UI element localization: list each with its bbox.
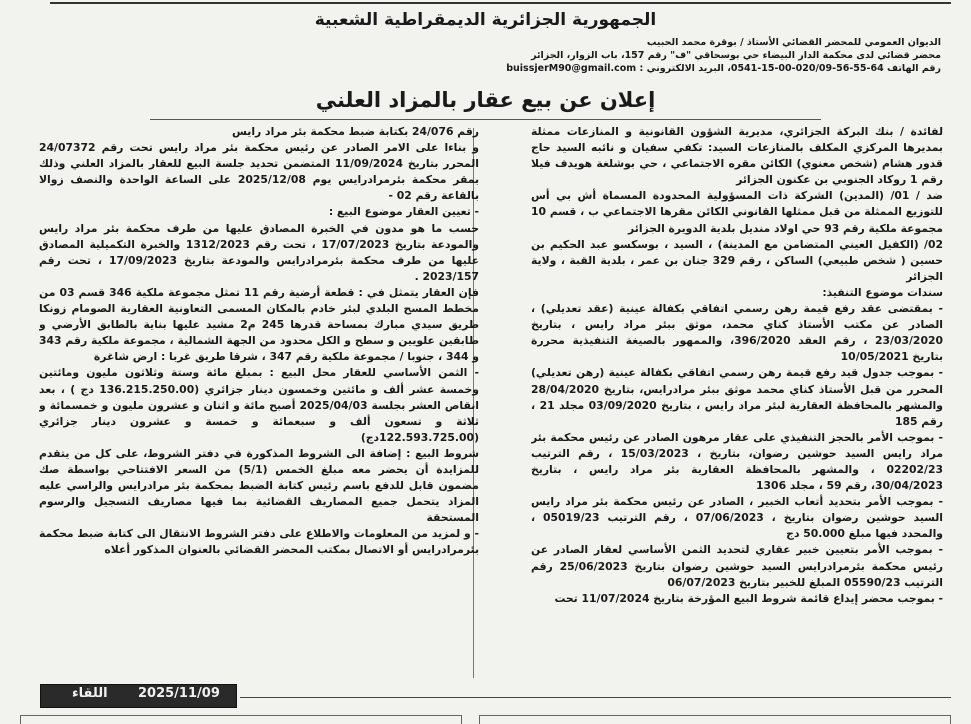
paragraph: حسب ما هو مدون في الخبرة المصادق عليها من طرف محكمة بئر مراد رايس والمودعة بتاريخ 17/07/2023 ، تحت رقم 1312/2023 والخبرة التكميلية المصادق عليها من طرف محكمة بئرمرادرايس والمودعة بتاريخ 17/09/2023 ، تحت رقم 2023/157 . xyxy=(39,221,479,283)
contact-email: buissjerM90@gmail.com xyxy=(506,63,637,74)
notice-header xyxy=(30,10,941,75)
paragraph: ضد / 01/ (المدين) الشركة ذات المسؤولية المحدودة المسماة أش بي أس للتوزيع الممثلة من قبل ممثلها القانوني الكائن مقرها الاجتماعي ب ، قسم 10 مجموعة ملكية رقم 93 حي اولاد منديل بلدية الدويرة الجزائر xyxy=(531,189,943,235)
title-underline xyxy=(150,119,821,120)
paragraph: لفائدة / بنك البركة الجزائري، مديرية الشؤون القانونية و المنازعات ممثلة بمديرها المركزي المكلف بالمنازعات السيد: تكفي سفيان و نائبه السيد حاج قدور هشام (شخص معنوي) الكائن مقره الاجتماعي ، حي بوشلغة هويدف فيلا رقم 1 روكاد الجنوبي بن عكنون الجزائر xyxy=(531,125,943,187)
section-heading: سندات موضوع التنفيذ: xyxy=(822,285,943,299)
top-rule xyxy=(50,2,951,4)
footer-rule xyxy=(240,697,951,698)
paragraph: - بموجب جدول قيد رفع قيمة رهن رسمي اتفاقي بكفالة عينية (رهن تعديلي) المحرر من قبل الأستاذ كناي محمد موثق ببئر مرادرايس، بتاريخ 28/04/2020 والمشهر بالمحافظة العقارية لبئر مراد رايس ، بتاريخ 03/09/2020 مجلد 21 ، رقم 185 xyxy=(531,366,943,428)
footer-date: 2025/11/09 xyxy=(138,686,220,701)
bailiff-office-line: الديوان العمومي للمحضر القضائي الأستاذ / بوقرة محمد الحبيب xyxy=(646,37,941,48)
paragraph: و بناءا على الامر الصادر عن رئيس محكمة بئر مراد رايس تحت رقم 24/07372 المحرر بتاريخ 11/09/2024 المتضمن تحديد جلسة البيع للعقار بالمزاد العلني وذلك بمقر محكمة بئرمرادرايس يوم 2025/12/08 على الساعة الواحدة والنصف زوالا بالقاعة رقم 02 - xyxy=(39,141,479,203)
paragraph: - بموجب الأمر بتحديد أتعاب الخبير ، الصادر عن رئيس محكمة بئر مراد رايس السيد حوشين رضوان بتاريخ ، 07/06/2023 ، رقم الترتيب 05019/23 ، والمحدد فيها مبلغ 50.000 دج xyxy=(531,495,943,541)
paragraph: شروط البيع : إضافة الى الشروط المذكورة في دفتر الشروط، على كل من يتقدم للمزايدة أن يحضر معه مبلغ الخمس (5/1) من السعر الافتتاحي بواسطة صك مضمون قابل للدفع باسم رئيس كتابة الضبط بمحكمة بئر مرادرايس والراسي عليه المزاد يتحمل جميع المصاريف القضائية بما فيها مصاريف التسجيل والرسوم المستحقة xyxy=(39,446,479,525)
newspaper-name: اللقاء xyxy=(72,686,108,701)
contact-phone: رقم الهاتف 64-55-56-020/09-00-15-0541، البريد الالكتروني : xyxy=(636,63,941,74)
republic-heading: الجمهورية الجزائرية الديمقراطية الشعبية xyxy=(314,10,657,30)
notice-title: إعلان عن بيع عقار بالمزاد العلني xyxy=(315,88,656,112)
right-column xyxy=(531,124,943,682)
bailiff-address-line: محضر قضائي لدى محكمة الدار البيضاء حي بوسحاقي "ف" رقم 157، باب الزوار، الجزائر xyxy=(531,50,941,61)
paragraph: - بمقتضى عقد رفع قيمة رهن رسمي اتفاقي بكفالة عينية (عقد تعديلي) ، الصادر عن مكتب الأستاذ كناي محمد، موثق ببئر مراد رايس ، بتاريخ 23/03/2020 ، رقم العقد 396/2020، والممهور بالصيغة التنفيذية محررة بتاريخ 10/05/2021 xyxy=(531,302,943,364)
left-column xyxy=(39,124,479,682)
section-heading: - تعيين العقار موضوع البيع : xyxy=(328,205,479,219)
paragraph: رقم 24/076 بكتابة ضبط محكمة بئر مراد رايس xyxy=(232,125,479,138)
bailiff-contact-line xyxy=(30,62,941,75)
paragraph: - و لمزيد من المعلومات والاطلاع على دفتر الشروط الانتقال الى كتابة ضبط محكمة بئرمرادرايس أو الاتصال بمكتب المحضر القضائي بالعنوان المذكور أعلاه xyxy=(39,527,479,557)
paragraph: - بموجب الأمر بتعيين خبير عقاري لتحديد الثمن الأساسي لعقار الصادر عن رئيس محكمة بئرمرادرايس السيد حوشين رضوان بتاريخ 25/06/2023 رقم الترتيب 05590/23 المبلغ للخبير بتاريخ 06/07/2023 xyxy=(531,543,943,589)
paragraph: - بموجب محضر إيداع قائمة شروط البيع المؤرخة بتاريخ 11/07/2024 تحت xyxy=(554,591,943,605)
paragraph: - الثمن الأساسي للعقار محل البيع : بمبلغ مائة وستة وثلاثون مليون ومائتين وخمسة عشر ألف و مائتين وخمسون دينار جزائري (136.215.250.00 دج ) ، بعد انقاص العشر بجلسة 2025/04/03 أصبح مائة و اثنان و عشرون مليون و خمسمائة و ثلاثة و تسعون ألف و سبعمائة و خمسة و عشرون دينار جزائري (122.593.725.00دج) xyxy=(39,366,479,444)
paragraph: فإن العقار يتمثل في : قطعة أرضية رقم 11 تمثل مجموعة ملكية 346 قسم 03 من مخطط المسح البلدي لبئر خادم بالمكان المسمى التعاونية العقارية الصومام زونكا طريق سيدي مبارك بمساحة قدرها 245 م2 مشيد عليها بناية بالطابق الأرضي و طابقين علويين و سطح و الكل محدود من الجهة الشمالية ، مجموعة ملكية رقم 343 و 344 ، جنوبا / مجموعة ملكية رقم 347 ، شرقا طريق غربا : ارض شاغرة xyxy=(39,285,479,364)
paragraph: 02/ (الكفيل العيني المتضامن مع المدينة) ، السيد ، بوسكسو عبد الحكيم بن حسين ( شخص طبيعي) الساكن ، رقم 329 جنان بن عمر ، بلدية القبة ، ولاية الجزائر xyxy=(531,237,943,283)
next-article-edges xyxy=(0,715,971,723)
paragraph: - بموجب الأمر بالحجز التنفيذي على عقار مرهون الصادر عن رئيس محكمة بئر مراد رايس السيد حوشين رضوان، بتاريخ ، 15/03/2023 ، رقم الترتيب 02202/23 ، والمشهر بالمحافظة العقارية بئر مراد رايس ، بتاريخ 30/04/2023، رقم 59 ، مجلد 1306 xyxy=(531,430,943,493)
